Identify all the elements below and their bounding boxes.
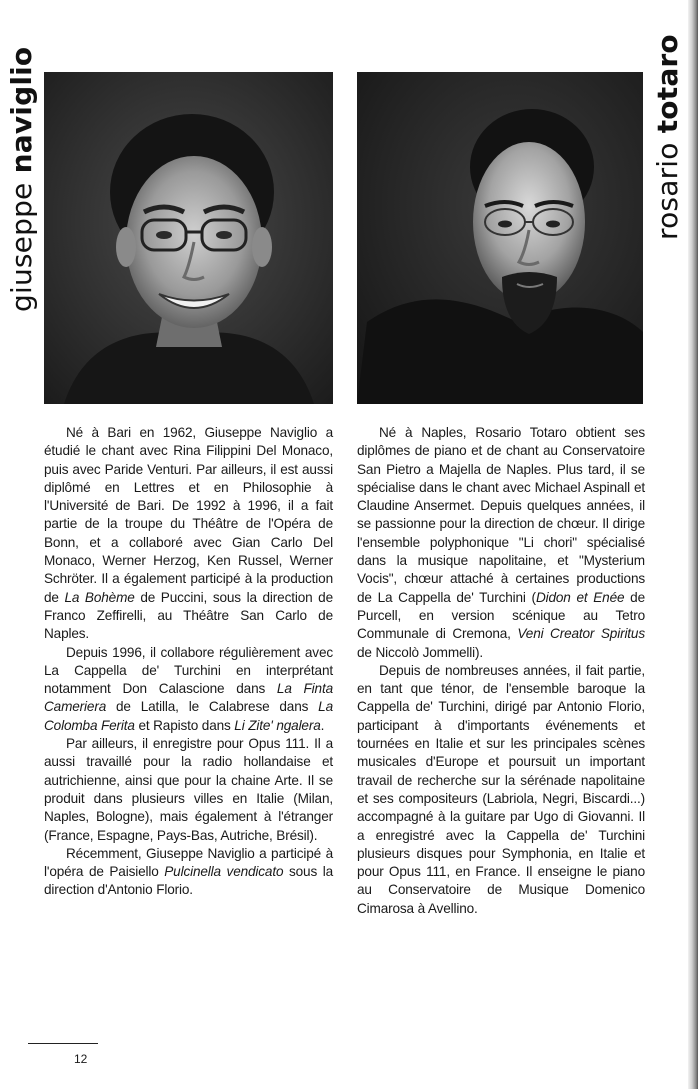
name-first: rosario xyxy=(651,142,684,240)
paragraph xyxy=(44,644,333,735)
name-label-rosario-totaro xyxy=(648,34,688,240)
portrait-rosario-totaro xyxy=(357,72,643,404)
portrait-image xyxy=(44,72,333,404)
biography-rosario-totaro xyxy=(357,424,645,918)
text-run: Depuis 1996, il collabore régulièrement avec La Cappella de' Turchini en interprétant notamment Don Calascione dans xyxy=(44,644,333,697)
paragraph xyxy=(44,735,333,845)
portrait-image xyxy=(357,72,643,404)
paragraph xyxy=(357,662,645,918)
text-run: Récemment, Giuseppe Naviglio a participé à l'opéra de Paisiello xyxy=(44,845,333,880)
text-run: Par ailleurs, il enregistre pour Opus 111. Il a aussi travaillé pour la radio hollandaise et autrichienne, ainsi que pour la chaine Arte. Il se produit dans plusieurs villes en Italie (Milan, Naples, Bologne), mais également à l'étranger (France, Espagne, Pays-Bas, Autriche, Brésil). xyxy=(44,736,333,843)
text-run: et Rapisto dans xyxy=(134,717,235,733)
paragraph xyxy=(44,424,333,644)
text-run: de Latilla, le Calabrese dans xyxy=(106,699,319,715)
name-first: giuseppe xyxy=(5,182,38,312)
scan-edge-shadow xyxy=(688,0,698,1089)
portrait-giuseppe-naviglio xyxy=(44,72,333,404)
text-run: . xyxy=(320,717,325,733)
text-run: de Puccini, sous la direction de Franco Zeffirelli, au Théâtre San Carlo de Naples. xyxy=(44,589,333,642)
text-run: Né à Bari en 1962, Giuseppe Naviglio a étudié le chant avec Rina Filippini Del Monaco, puis avec Paride Venturi. Par ailleurs, il est aussi diplômé en Lettres et en Philosophie à l'Université de Bari. De 1992 à 1996, il a fait partie de la troupe du Théâtre de l'Opéra de Bonn, et a collaboré avec Gian Carlo Del Monaco, Werner Herzog, Ken Russel, Werner Schröter. Il a également participé à la production de xyxy=(44,425,333,605)
italic-title: Veni Creator Spiritus xyxy=(517,626,645,642)
name-label-giuseppe-naviglio xyxy=(2,46,42,312)
paragraph xyxy=(357,424,645,662)
italic-title: Li Zite' ngalera xyxy=(234,717,321,733)
paragraph xyxy=(44,845,333,900)
name-last: naviglio xyxy=(5,46,38,174)
name-last: totaro xyxy=(651,34,684,134)
italic-title: La Finta Cameriera xyxy=(44,681,333,715)
italic-title: Pulcinella vendicato xyxy=(164,864,284,880)
text-run: Né à Naples, Rosario Totaro obtient ses diplômes de piano et de chant au Conservatoire San Pietro a Majella de Naples. Plus tard, il se spécialise dans le chant avec Michael Aspinall et Claudine Ansermet. Depuis quelques années, il se passionne pour la direction de chœur. Il dirige l'ensemble polyphonique "Li chori" spécialisé dans la musique napolitaine, et "Mysterium Vocis", chœur attaché à certaines productions de La Cappella de' Turchini ( xyxy=(357,425,645,605)
italic-title: La Bohème xyxy=(64,589,135,605)
page-number: 12 xyxy=(74,1052,88,1066)
footer-rule xyxy=(28,1043,98,1044)
biography-giuseppe-naviglio xyxy=(44,424,333,900)
italic-title: La Colomba Ferita xyxy=(44,699,333,733)
text-run: de Niccolò Jommelli). xyxy=(357,644,484,660)
text-run: sous la direction d'Antonio Florio. xyxy=(44,864,333,898)
text-run: de Purcell, en version scénique au Tetro Communale di Cremona, xyxy=(357,589,645,642)
text-run: Depuis de nombreuses années, il fait partie, en tant que ténor, de l'ensemble baroque la Cappella de' Turchini, dirigé par Antonio Florio, participant à d'importants événements et tournées en Italie et sur les principales scènes musicales d'Europe et poursuit un important travail de recherche sur la sérénade napolitaine et ses compositeurs (Labriola, Negri, Biscardi...) accompagné à la guitare par Ugo di Giovanni. Il a enregistré avec la Cappella de' Turchini plusieurs disques pour Symphonia, en Italie et pour Opus 111, en France. Il enseigne le piano au Conservatoire de Musique Domenico Cimarosa à Avellino. xyxy=(357,662,645,916)
italic-title: Didon et Enée xyxy=(535,589,625,605)
